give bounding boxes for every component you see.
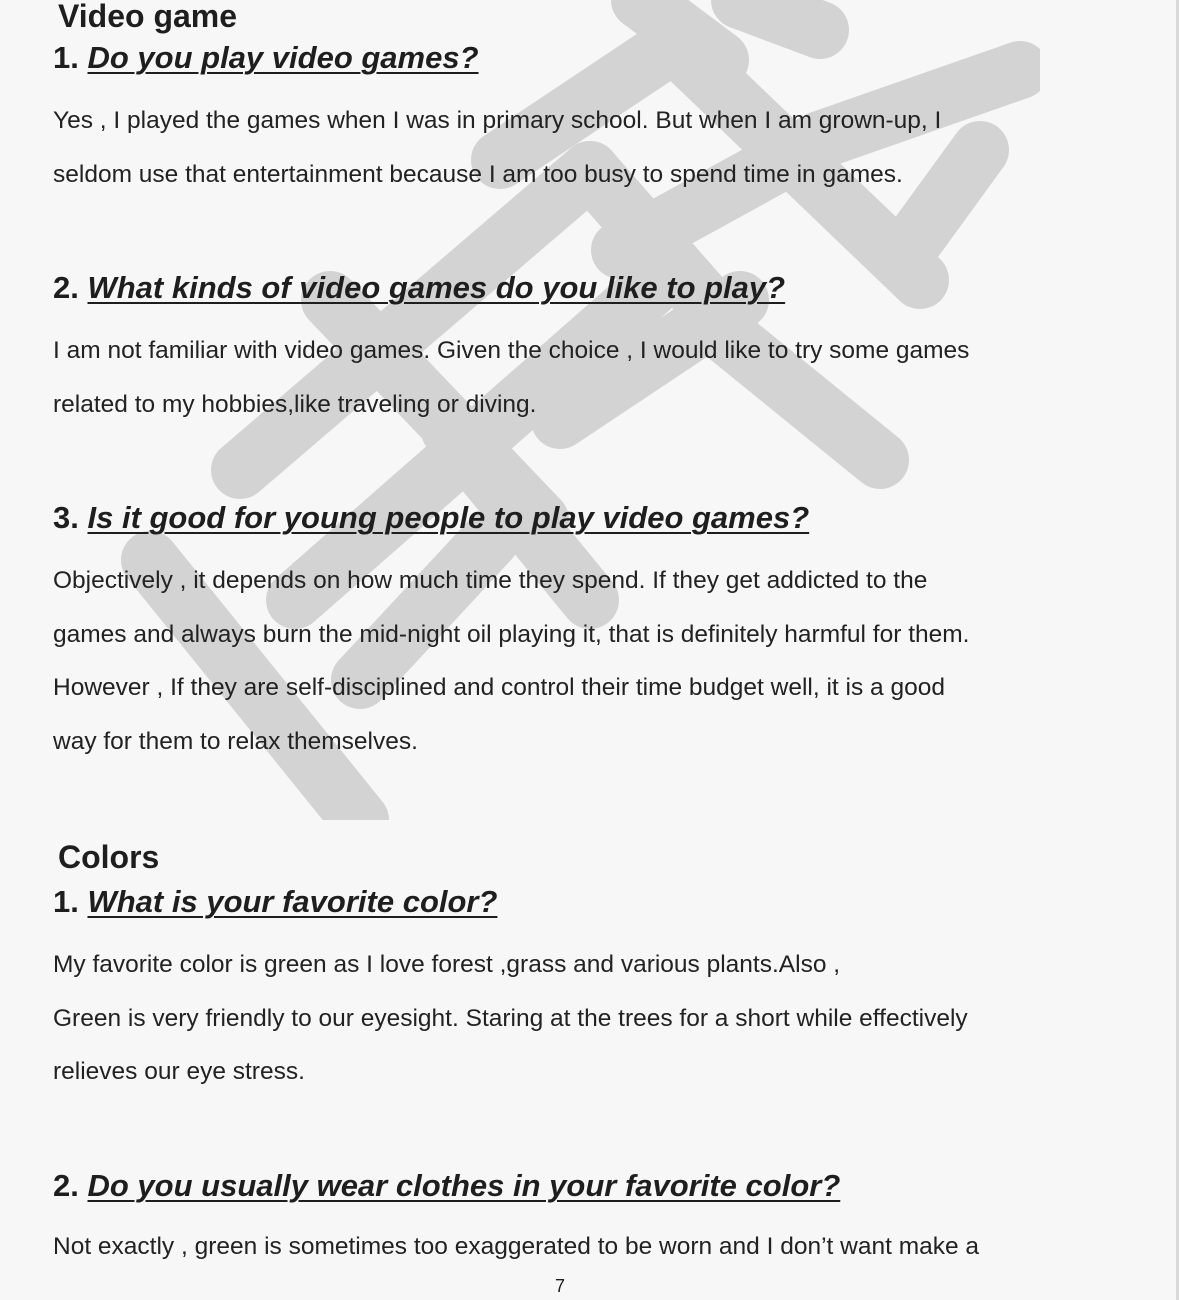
page-number: 7 bbox=[554, 1276, 565, 1296]
answer-paragraph bbox=[53, 94, 1133, 201]
question-heading bbox=[53, 1170, 840, 1201]
answer-line: games and always burn the mid-night oil playing it, that is definitely harmful for them. bbox=[53, 620, 970, 648]
question-heading bbox=[53, 886, 497, 917]
answer-line: My favorite color is green as I love forest ,grass and various plants.Also , bbox=[53, 951, 841, 978]
answer-line: related to my hobbies,like traveling or diving. bbox=[53, 390, 537, 418]
question-text: Do you play video games? bbox=[87, 40, 479, 75]
question-number: 2. bbox=[53, 1168, 79, 1203]
question-heading bbox=[53, 42, 479, 73]
section-title-colors: Colors bbox=[58, 839, 160, 875]
answer-paragraph bbox=[53, 938, 1133, 1099]
answer-paragraph bbox=[53, 554, 1133, 768]
answer-line: seldom use that entertainment because I am too busy to spend time in games. bbox=[53, 160, 903, 188]
answer-line: relieves our eye stress. bbox=[53, 1058, 305, 1085]
answer-paragraph bbox=[53, 324, 1133, 431]
question-text: Do you usually wear clothes in your favorite color? bbox=[87, 1168, 841, 1203]
answer-line: However , If they are self-disciplined and control their time budget well, it is a good bbox=[53, 674, 945, 701]
answer-line: Yes , I played the games when I was in primary school. But when I am grown-up, I bbox=[53, 107, 942, 134]
question-number: 1. bbox=[53, 884, 79, 919]
answer-line: Green is very friendly to our eyesight. Staring at the trees for a short while effectively bbox=[53, 1004, 968, 1032]
answer-line: I am not familiar with video games. Given the choice , I would like to try some games bbox=[53, 337, 970, 364]
section-title-video-game: Video game bbox=[58, 0, 238, 34]
question-text: Is it good for young people to play video games? bbox=[87, 500, 810, 535]
answer-line: way for them to relax themselves. bbox=[53, 727, 418, 755]
question-number: 1. bbox=[53, 40, 79, 75]
question-text: What kinds of video games do you like to play? bbox=[87, 270, 786, 305]
question-text: What is your favorite color? bbox=[87, 884, 498, 919]
question-number: 2. bbox=[53, 270, 79, 305]
answer-line: Not exactly , green is sometimes too exaggerated to be worn and I don’t want make a bbox=[53, 1233, 980, 1260]
question-heading bbox=[53, 272, 785, 303]
question-heading bbox=[53, 502, 809, 533]
question-number: 3. bbox=[53, 500, 79, 535]
answer-paragraph bbox=[53, 1220, 1133, 1274]
answer-line: Objectively , it depends on how much time they spend. If they get addicted to the bbox=[53, 567, 928, 594]
